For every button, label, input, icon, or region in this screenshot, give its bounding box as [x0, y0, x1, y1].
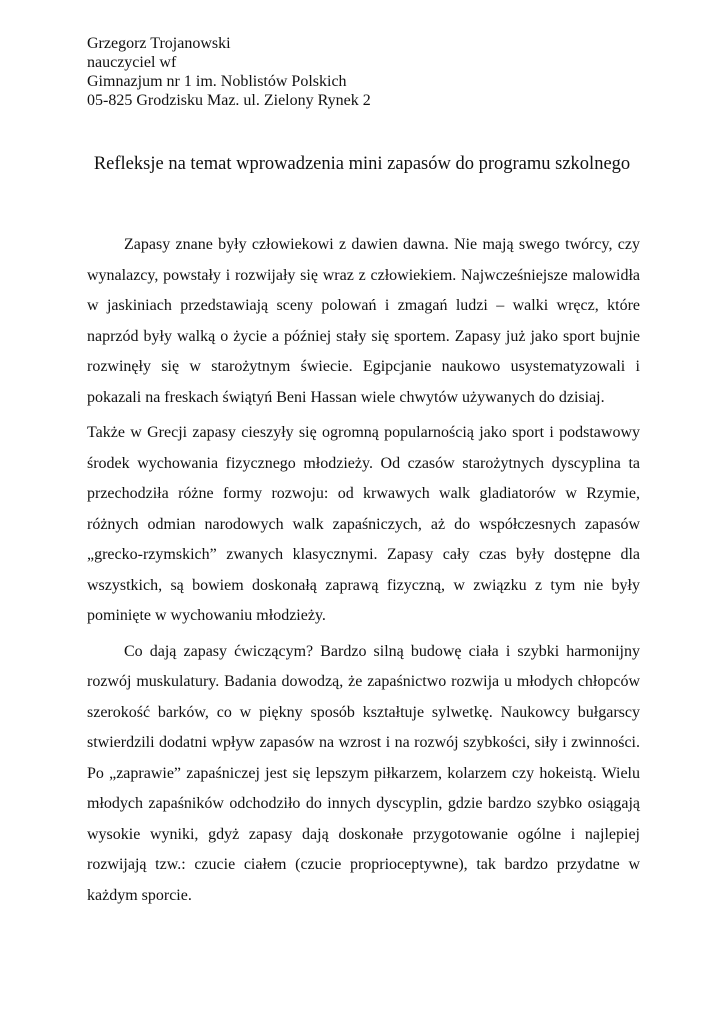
author-header: [87, 34, 371, 110]
author-name: Grzegorz Trojanowski: [87, 35, 231, 52]
paragraph: Co dają zapasy ćwiczącym? Bardzo silną budowę ciała i szybki harmonijny rozwój muskulatury. Badania dowodzą, że zapaśnictwo rozwija u młodych chłopców szerokość barków, co w piękny sposób kształtuje sylwetkę. Naukowcy bułgarscy stwierdzili dodatni wpływ zapasów na wzrost i na rozwój szybkości, siły i zwinności. Po „zaprawie” zapaśniczej jest się lepszym piłkarzem, kolarzem czy hokeistą. Wielu młodych zapaśników odchodziło do innych dyscyplin, gdzie bardzo szybko osiągają wysokie wyniki, gdyż zapasy dają doskonałe przygotowanie ogólne i najlepiej rozwijają tzw.: czucie ciałem (czucie proprioceptywne), tak bardzo przydatne w każdym sporcie.: [87, 642, 640, 904]
school-name: Gimnazjum nr 1 im. Noblistów Polskich: [87, 73, 347, 90]
author-role: nauczyciel wf: [87, 54, 177, 71]
document-body: [87, 230, 640, 911]
paragraph: Także w Grecji zapasy cieszyły się ogromną popularnością jako sport i podstawowy środek wychowania fizycznego młodzieży. Od czasów starożytnych dyscyplina ta przechodziła różne formy rozwoju: od krwawych walk gladiatorów w Rzymie, różnych odmian narodowych walk zapaśniczych, aż do współczesnych zapasów „grecko-rzymskich” zwanych klasycznymi. Zapasy cały czas były dostępne dla wszystkich, są bowiem doskonałą zaprawą fizyczną, w związku z tym nie były pominięte w wychowaniu młodzieży.: [87, 424, 640, 624]
paragraph: Zapasy znane były człowiekowi z dawien dawna. Nie mają swego twórcy, czy wynalazcy, powstały i rozwijały się wraz z człowiekiem. Najwcześniejsze malowidła w jaskiniach przedstawiają sceny polowań i zmagań ludzi – walki wręcz, które naprzód były walką o życie a później stały się sportem. Zapasy już jako sport bujnie rozwinęły się w starożytnym świecie. Egipcjanie naukowo usystematyzowali i pokazali na freskach świątyń Beni Hassan wiele chwytów używanych do dzisiaj.: [87, 236, 640, 406]
school-address: 05-825 Grodzisku Maz. ul. Zielony Rynek 2: [87, 92, 371, 109]
document-title: Refleksje na temat wprowadzenia mini zapasów do programu szkolnego: [93, 154, 631, 174]
